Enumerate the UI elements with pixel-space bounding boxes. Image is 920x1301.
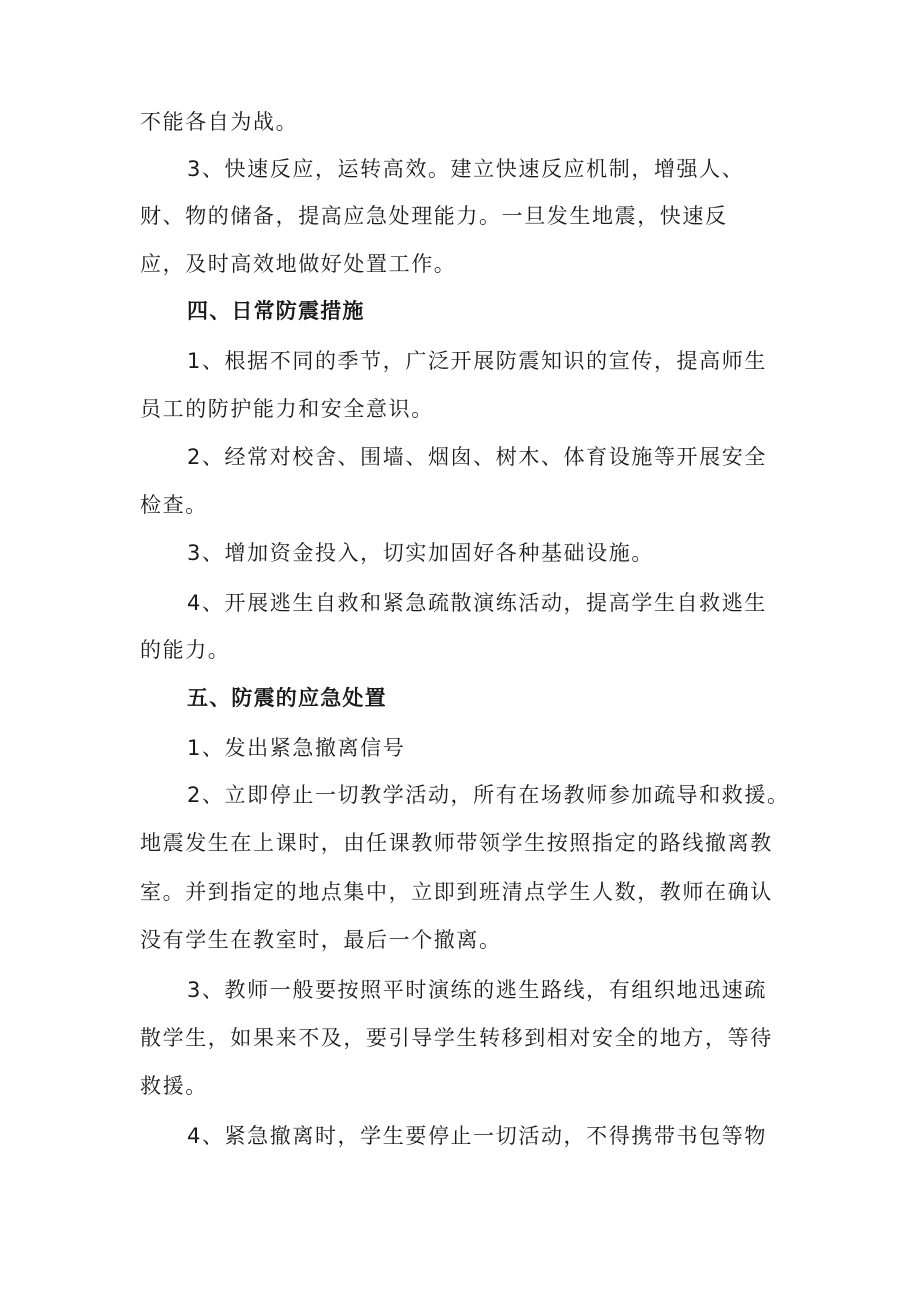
paragraph-line: 地震发生在上课时，由任课教师带领学生按照指定的路线撤离教 [140, 831, 773, 855]
paragraph-line: 1、发出紧急撤离信号 [187, 736, 406, 760]
paragraph-line: 1、根据不同的季节，广泛开展防震知识的宣传，提高师生 [187, 349, 767, 373]
paragraph-line: 没有学生在教室时，最后一个撤离。 [140, 928, 502, 952]
paragraph-line: 的能力。 [140, 638, 231, 662]
paragraph-line: 4、紧急撤离时，学生要停止一切活动，不得携带书包等物 [187, 1124, 767, 1148]
paragraph-line: 3、增加资金投入，切实加固好各种基础设施。 [187, 541, 654, 565]
paragraph-line: 员工的防护能力和安全意识。 [140, 397, 434, 421]
paragraph-line: 2、立即停止一切教学活动，所有在场教师参加疏导和救援。 [187, 783, 790, 807]
paragraph-line: 检查。 [140, 493, 208, 517]
paragraph-line: 3、快速反应，运转高效。建立快速反应机制，增强人、 [187, 157, 745, 181]
paragraph-line: 2、经常对校舍、围墙、烟囱、树木、体育设施等开展安全 [187, 445, 767, 469]
paragraph-line: 财、物的储备，提高应急处理能力。一旦发生地震，快速反 [140, 204, 728, 228]
paragraph-line: 不能各自为战。 [140, 110, 299, 134]
paragraph-line: 救援。 [140, 1074, 208, 1098]
paragraph-line: 4、开展逃生自救和紧急疏散演练活动，提高学生自救逃生 [187, 591, 767, 615]
paragraph-line: 室。并到指定的地点集中，立即到班清点学生人数，教师在确认 [140, 880, 773, 904]
paragraph-line: 3、教师一般要按照平时演练的逃生路线，有组织地迅速疏 [187, 978, 767, 1002]
paragraph-line: 应，及时高效地做好处置工作。 [140, 252, 457, 276]
paragraph-line: 散学生，如果来不及，要引导学生转移到相对安全的地方，等待 [140, 1026, 773, 1050]
section-heading: 四、日常防震措施 [187, 299, 365, 323]
section-heading: 五、防震的应急处置 [187, 686, 387, 710]
